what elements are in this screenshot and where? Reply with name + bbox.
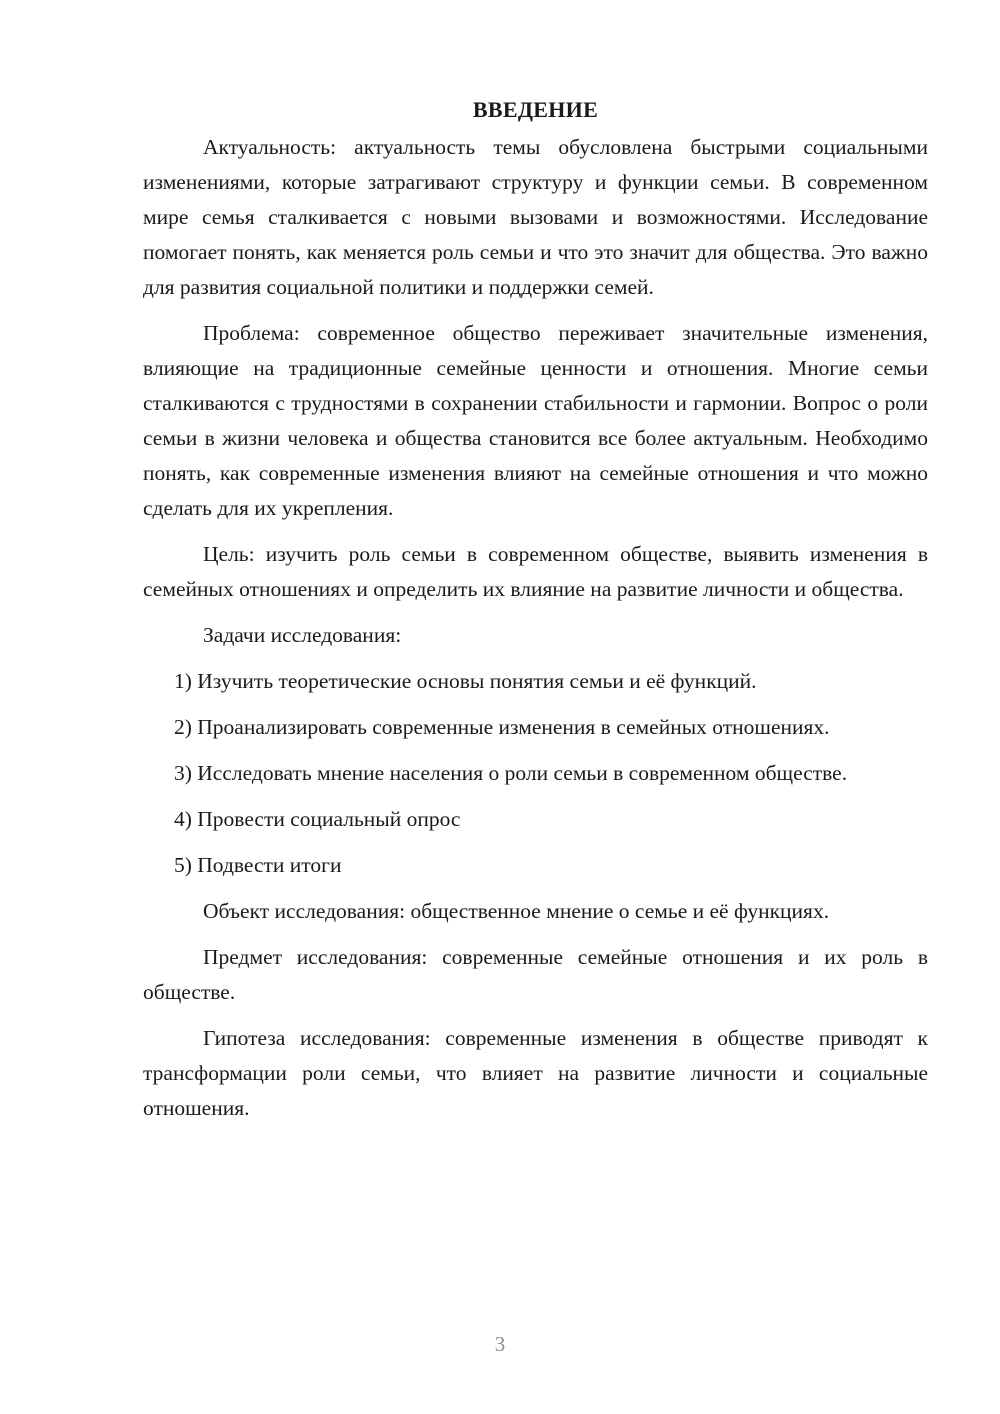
- subject-paragraph: Предмет исследования: современные семейные отношения и их роль в обществе.: [143, 945, 928, 1004]
- task-item-1: 1) Изучить теоретические основы понятия семьи и её функций.: [174, 669, 757, 693]
- object-paragraph: Объект исследования: общественное мнение о семье и её функциях.: [203, 899, 830, 923]
- document-title: ВВЕДЕНИЕ: [472, 97, 599, 122]
- tasks-heading: Задачи исследования:: [203, 623, 402, 647]
- task-item-4: 4) Провести социальный опрос: [174, 807, 461, 831]
- hypothesis-paragraph: Гипотеза исследования: современные изменения в обществе приводят к трансформации роли семьи, что влияет на развитие личности и социальные отношения.: [143, 1026, 928, 1120]
- goal-paragraph: Цель: изучить роль семьи в современном обществе, выявить изменения в семейных отношениях и определить их влияние на развитие личности и общества.: [143, 542, 928, 601]
- document-body: [143, 92, 928, 1137]
- problem-paragraph: Проблема: современное общество переживает значительные изменения, влияющие на традиционные семейные ценности и отношения. Многие семьи сталкиваются с трудностями в сохранении стабильности и гармонии. Вопрос о роли семьи в жизни человека и общества становится все более актуальным. Необходимо понять, как современные изменения влияют на семейные отношения и что можно сделать для их укрепления.: [143, 321, 928, 520]
- relevance-paragraph: Актуальность: актуальность темы обусловлена быстрыми социальными изменениями, которые затрагивают структуру и функции семьи. В современном мире семья сталкивается с новыми вызовами и возможностями. Исследование помогает понять, как меняется роль семьи и что это значит для общества. Это важно для развития социальной политики и поддержки семей.: [143, 135, 928, 299]
- task-item-3: 3) Исследовать мнение населения о роли семьи в современном обществе.: [174, 761, 848, 785]
- task-item-2: 2) Проанализировать современные изменения в семейных отношениях.: [174, 715, 830, 739]
- page-number: 3: [494, 1332, 506, 1356]
- task-item-5: 5) Подвести итоги: [174, 853, 342, 877]
